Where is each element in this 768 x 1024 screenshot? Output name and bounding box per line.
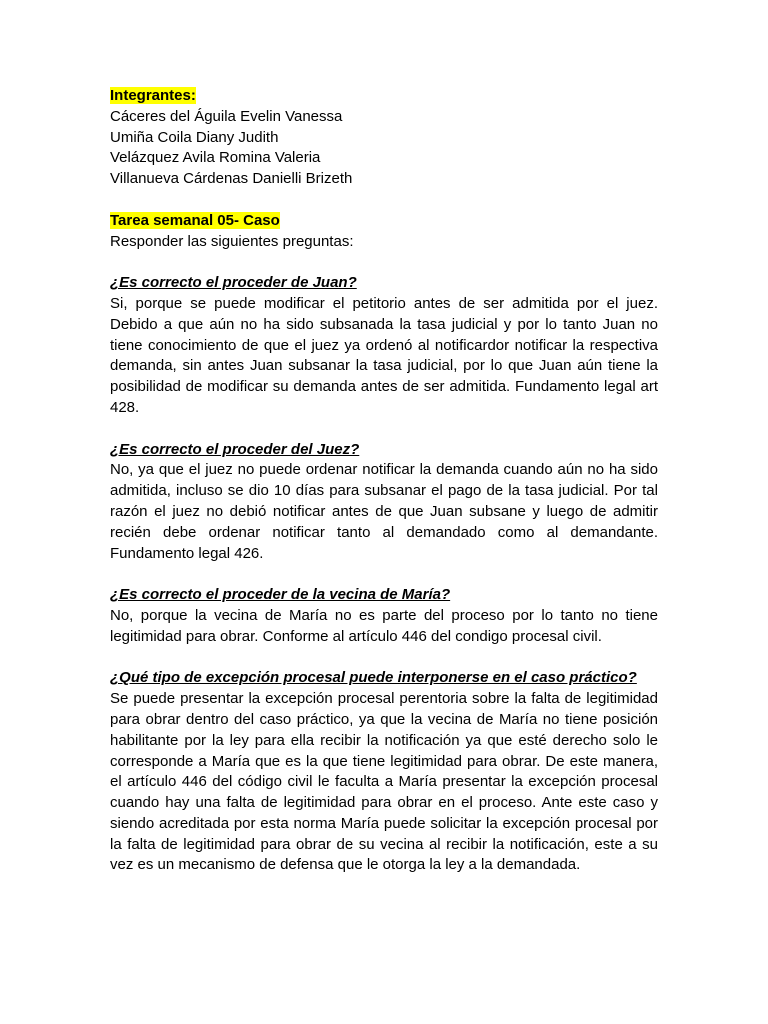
member-name: Cáceres del Águila Evelin Vanessa — [110, 107, 343, 125]
member-name: Villanueva Cárdenas Danielli Brizeth — [110, 170, 353, 188]
document-page — [110, 86, 658, 876]
question-1: ¿Es correcto el proceder de Juan? — [110, 274, 357, 292]
spacer — [110, 419, 658, 440]
spacer — [110, 648, 658, 669]
question-2: ¿Es correcto el proceder del Juez? — [110, 440, 360, 458]
task-heading-line — [110, 211, 658, 232]
answer-4: Se puede presentar la excepción procesal perentoria sobre la falta de legitimidad para obrar dentro del caso práctico, ya que la vecina de María no tiene posición habilitante por la ley para ella recibir la notificación ya que esté derecho solo le corresponde a María que es la que tiene legitimidad para obrar. De este manera, el artículo 446 del código civil le faculta a María presentar la excepción procesal cuando hay una falta de legitimidad para obrar en el proceso. Ante este caso y siendo acreditada por esta norma María puede solicitar la excepción procesal por la falta de legitimidad para obrar de su vecina al recibir la notificación, este a su vez es un mecanismo de defensa que le otorga la ley a la demandada. — [110, 690, 658, 874]
spacer — [110, 564, 658, 585]
task-heading: Tarea semanal 05- Caso — [110, 211, 280, 229]
member-name: Umiña Coila Diany Judith — [110, 128, 279, 146]
task-instruction: Responder las siguientes preguntas: — [110, 232, 354, 250]
answer-2: No, ya que el juez no puede ordenar notificar la demanda cuando aún no ha sido admitida, incluso se dio 10 días para subsanar el pago de la tasa judicial. Por tal razón el juez no debió notificar antes de que Juan subsane y luego de admitir recién debe ordenar notificar tanto al demandado como al demandante. Fundamento legal 426. — [110, 461, 658, 562]
answer-3: No, porque la vecina de María no es parte del proceso por lo tanto no tiene legitimidad para obrar. Conforme al artículo 446 del condigo procesal civil. — [110, 606, 658, 645]
question-4: ¿Qué tipo de excepción procesal puede interponerse en el caso práctico? — [110, 669, 637, 687]
spacer — [110, 190, 658, 211]
members-heading-line — [110, 86, 658, 107]
spacer — [110, 252, 658, 273]
answer-1: Si, porque se puede modificar el petitorio antes de ser admitida por el juez. Debido a que aún no ha sido subsanada la tasa judicial y por lo tanto Juan no tiene conocimiento de que el juez ya ordenó al notificardor notificar la respectiva demanda, sin antes Juan subsanar la tasa judicial, por lo que Juan aún tiene la posibilidad de modificar su demanda antes de ser admitida. Fundamento legal art 428. — [110, 294, 658, 416]
member-name: Velázquez Avila Romina Valeria — [110, 149, 321, 167]
question-3: ¿Es correcto el proceder de la vecina de María? — [110, 586, 451, 604]
members-heading: Integrantes: — [110, 87, 196, 104]
